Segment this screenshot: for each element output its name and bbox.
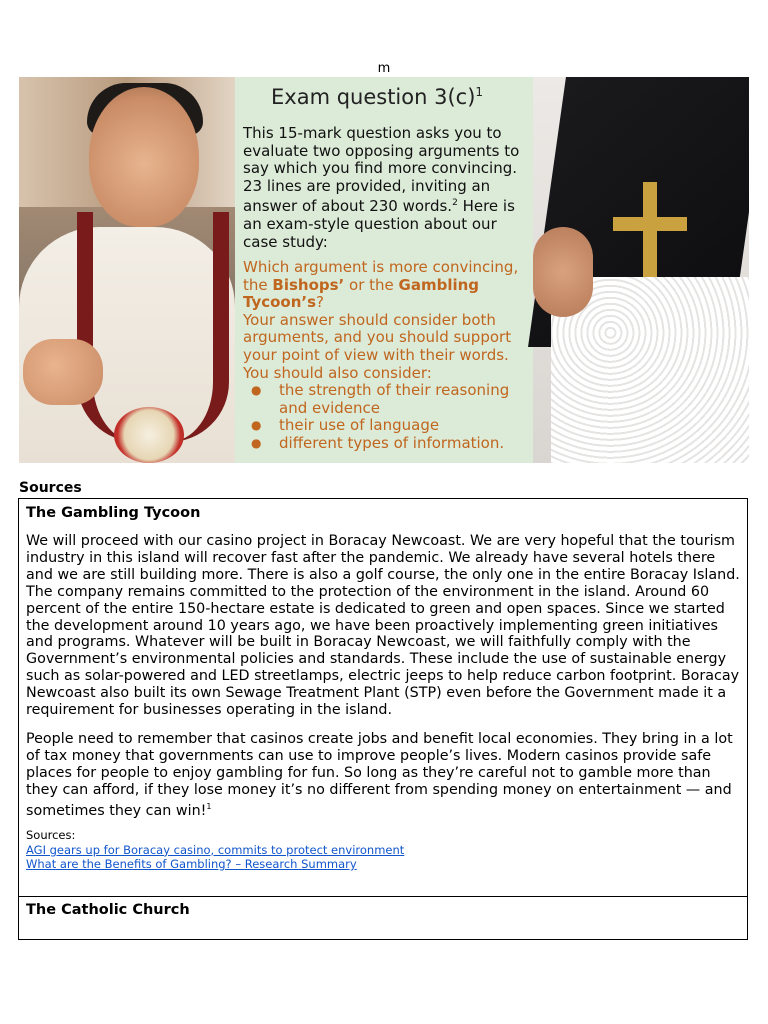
list-item: ● the strength of their reasoning and evidence: [243, 382, 529, 417]
consider-list: [243, 382, 529, 452]
tycoon-heading: The Gambling Tycoon: [26, 505, 201, 521]
bible-cross-photo: [533, 77, 749, 463]
tycoon-paragraph-2: People need to remember that casinos create jobs and benefit local economies. They bring in a lot of tax money that governments can use to improve people’s lives. Modern casinos provide safe places for people to enjoy gambling for fun. So long as they’re careful not to gamble more than they can afford, if they lose money it’s no different from spending money on entertainment — and sometimes they can win!$^1$: [26, 730, 733, 819]
church-heading: The Catholic Church: [26, 902, 190, 918]
sources-caption: Sources:: [26, 828, 76, 843]
tycoon-sources: [26, 828, 740, 871]
tycoon-cell: [19, 499, 747, 897]
source-link-agi[interactable]: AGI gears up for Boracay casino, commits to protect environment: [26, 842, 405, 857]
exam-question-text: Which argument is more convincing, the Bishops’ or the Gambling Tycoon’s? Your answer should consider both arguments, and you should support your point of view with their words. You should also consider: ● the strength of their reasoning and evidence ● their use of language ● different types of information.: [243, 259, 529, 453]
church-cell: [19, 897, 747, 939]
exam-banner: [19, 77, 749, 463]
top-mark: m: [377, 61, 391, 76]
consider-text: You should also consider:: [243, 363, 432, 382]
exam-question-panel: [235, 77, 533, 463]
exam-intro: This 15-mark question asks you to evaluate two opposing arguments to say which you find more convincing. 23 lines are provided, inviting an answer of about 230 words.$^2$ Here is an exam-style question about our case study:: [243, 124, 520, 251]
list-item: ● their use of language: [243, 417, 529, 435]
politician-photo: [19, 77, 235, 463]
sources-heading: Sources: [19, 480, 82, 496]
list-item: ● different types of information.: [243, 435, 529, 453]
instruction-text: Your answer should consider both arguments, and you should support your point of view with their words.: [243, 310, 512, 364]
exam-question-title: Exam question $3(c)^1$: [271, 85, 484, 109]
sources-table: [18, 498, 748, 940]
tycoon-paragraph-1: We will proceed with our casino project in Boracay Newcoast. We are very hopeful that the tourism industry in this island will recover fast after the pandemic. We already have several hotels there and we are still building more. There is also a golf course, the only one in the entire Boracay Island. The company remains committed to the protection of the environment in the island. Around 60 percent of the entire 150-hectare estate is dedicated to green and open spaces. Since we started the development around 10 years ago, we have been proactively implementing green initiatives and programs. Whatever will be built in Boracay Newcoast, we will faithfully comply with the Government’s environmental policies and standards. These include the use of sustainable energy such as solar-powered and LED streetlamps, electric jeeps to help reduce carbon footprint. Boracay Newcoast also built its own Sewage Treatment Plant (STP) even before the Government made it a requirement for businesses operating in the island.: [26, 533, 740, 719]
source-link-benefits[interactable]: What are the Benefits of Gambling? – Research Summary: [26, 857, 357, 872]
